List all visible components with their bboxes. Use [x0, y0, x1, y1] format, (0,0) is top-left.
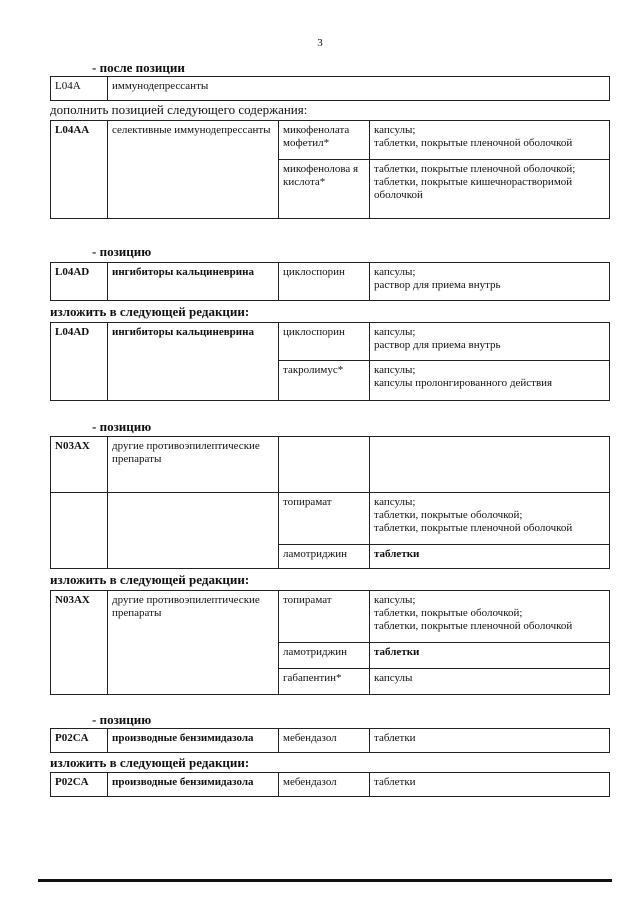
table-cell: капсулы; раствор для приема внутрь	[370, 323, 610, 361]
table-cell	[51, 493, 108, 569]
table-row	[51, 773, 610, 797]
table-cell: иммунодепрессанты	[108, 77, 610, 101]
table-cell: селективные иммунодепрессанты	[108, 121, 279, 219]
table-cell: капсулы; капсулы пролонгированного действия	[370, 361, 610, 401]
page-number: 3	[317, 37, 323, 49]
table-cell: N03AX	[51, 591, 108, 695]
table-cell: капсулы; таблетки, покрытые пленочной оболочкой	[370, 121, 610, 160]
table	[50, 590, 610, 695]
table-cell: ингибиторы кальциневрина	[108, 263, 279, 301]
section-heading: - после позиции	[92, 60, 185, 75]
table-row	[51, 493, 610, 545]
table-cell: топирамат	[279, 591, 370, 643]
table-cell: таблетки	[370, 773, 610, 797]
table	[50, 322, 610, 401]
table-cell	[370, 437, 610, 493]
table-cell: капсулы	[370, 669, 610, 695]
table-cell: микофенолова я кислота*	[279, 160, 370, 219]
table-cell	[108, 493, 279, 569]
table-cell: L04A	[51, 77, 108, 101]
table-row	[51, 591, 610, 643]
section-heading: - позицию	[92, 419, 152, 434]
table-cell: другие противоэпилептические препараты	[108, 437, 279, 493]
table-cell: ингибиторы кальциневрина	[108, 323, 279, 401]
table-cell: такролимус*	[279, 361, 370, 401]
table-cell: микофенолата мофетил*	[279, 121, 370, 160]
table-cell: производные бензимидазола	[108, 773, 279, 797]
table-cell: другие противоэпилептические препараты	[108, 591, 279, 695]
table-cell: таблетки, покрытые пленочной оболочкой; таблетки, покрытые кишечнорастворимой оболочкой	[370, 160, 610, 219]
table-cell	[279, 437, 370, 493]
bottom-rule	[38, 879, 612, 882]
table-cell: таблетки	[370, 729, 610, 753]
table-cell: L04AD	[51, 263, 108, 301]
section-heading: изложить в следующей редакции:	[50, 572, 250, 587]
table	[50, 120, 610, 219]
table-cell: ламотриджин	[279, 545, 370, 569]
table-row	[51, 437, 610, 493]
table	[50, 262, 610, 301]
table	[50, 772, 610, 797]
table-cell: N03AX	[51, 437, 108, 493]
table-cell: циклоспорин	[279, 323, 370, 361]
table-row	[51, 729, 610, 753]
table-cell: ламотриджин	[279, 643, 370, 669]
table-cell: производные бензимидазола	[108, 729, 279, 753]
section-heading: изложить в следующей редакции:	[50, 304, 250, 319]
table-cell: P02CA	[51, 729, 108, 753]
table-cell: L04AA	[51, 121, 108, 219]
table-row	[51, 77, 610, 101]
table	[50, 436, 610, 569]
table-cell: таблетки	[370, 643, 610, 669]
section-heading: - позицию	[92, 244, 152, 259]
table-cell: габапентин*	[279, 669, 370, 695]
table-cell: капсулы; таблетки, покрытые оболочкой; таблетки, покрытые пленочной оболочкой	[370, 591, 610, 643]
table-cell: мебендазол	[279, 729, 370, 753]
table-cell: P02CA	[51, 773, 108, 797]
table-row	[51, 121, 610, 160]
table-cell: топирамат	[279, 493, 370, 545]
table-cell: капсулы; таблетки, покрытые оболочкой; таблетки, покрытые пленочной оболочкой	[370, 493, 610, 545]
section-heading: изложить в следующей редакции:	[50, 755, 250, 770]
table-row	[51, 263, 610, 301]
section-heading: - позицию	[92, 712, 152, 727]
table-cell: мебендазол	[279, 773, 370, 797]
table	[50, 76, 610, 101]
table-row	[51, 323, 610, 361]
section-heading: дополнить позицией следующего содержания:	[50, 102, 308, 117]
table-cell: L04AD	[51, 323, 108, 401]
table-cell: капсулы; раствор для приема внутрь	[370, 263, 610, 301]
table-cell: таблетки	[370, 545, 610, 569]
table	[50, 728, 610, 753]
table-cell: циклоспорин	[279, 263, 370, 301]
